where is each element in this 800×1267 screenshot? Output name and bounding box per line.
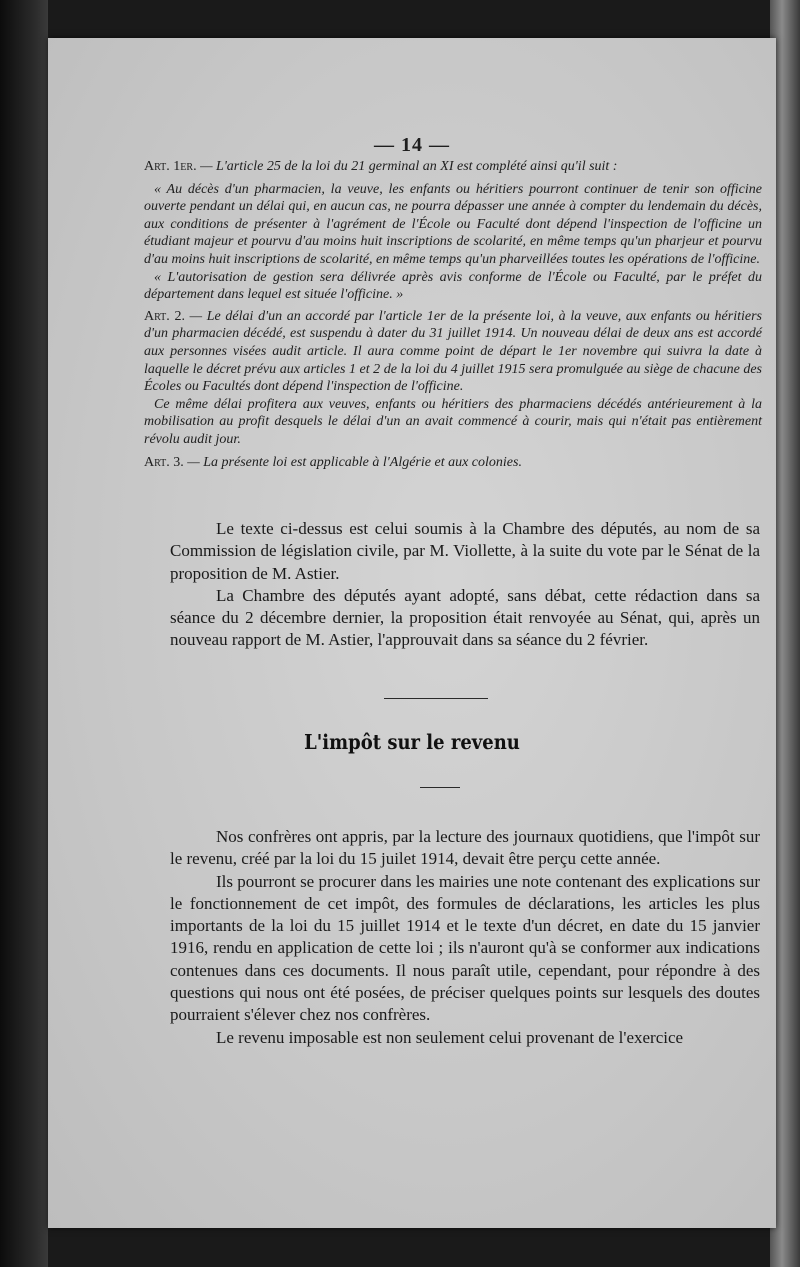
article-1-quote-2: « L'autorisation de gestion sera délivrée après avis conforme de l'École ou Faculté, par le préfet du département dans lequel est située l'officine. » (144, 269, 762, 303)
article-3-text: — La présente loi est applicable à l'Algérie et aux colonies. (183, 454, 522, 470)
article-1-quote-1: « Au décès d'un pharmacien, la veuve, les enfants ou héritiers pourront continuer de tenir son officine ouverte pendant un délai qui, en aucun cas, ne pourra dépasser une année à compter du lendemain du décès, aux conditions de présenter à l'agrément de l'École ou Faculté dont dépend l'inspection de l'officine un étudiant majeur et pourvu d'au moins huit inscriptions de scolarité, en même temps qu'un pharjeur et pourvu d'au moins huit inscriptions de scolarité, en même temps qu'un pharveillées toutes les opérations de l'officine. (144, 181, 762, 267)
tax-paragraph-2: Ils pourront se procurer dans les mairies une note contenant des explications sur le fonctionnement de cet impôt, des formules de déclarations, les articles les plus importants de la loi du 15 juillet 1914 et le texte d'un décret, en date du 15 janvier 1916, rendu en application de cette loi ; ils n'auront qu'à se conformer aux indications contenues dans ces documents. Il nous paraît utile, cependant, pour répondre à des questions qui nous ont été posées, de préciser quelques points sur lesquels des doutes pourraient s'élever chez nos confrères. (170, 871, 760, 1025)
commentary-paragraph-2: La Chambre des députés ayant adopté, sans débat, cette rédaction dans sa séance du 2 décembre dernier, la proposition était renvoyée au Sénat, qui, après un nouveau rapport de M. Astier, l'approuvait dans sa séance du 2 février. (170, 585, 760, 650)
tax-paragraph-3: Le revenu imposable est non seulement celui provenant de l'exercice (216, 1027, 684, 1047)
section-title: L'impôt sur le revenu (304, 730, 520, 755)
article-1-label: Art. 1er. (144, 159, 197, 174)
commentary-paragraph-1: Le texte ci-dessus est celui soumis à la Chambre des députés, au nom de sa Commission de législation civile, par M. Viollette, à la suite du vote par le Sénat de la proposition de M. Astier. (170, 519, 760, 583)
document-page (48, 38, 776, 1228)
commentary-block (170, 518, 760, 652)
tax-article-block (170, 826, 760, 1049)
article-1-text: — L'article 25 de la loi du 21 germinal an XI est complété ainsi qu'il suit : (196, 159, 618, 174)
scan-edge-left (0, 0, 48, 1267)
article-3 (144, 454, 762, 472)
article-2-text-2: Ce même délai profitera aux veuves, enfants ou héritiers des pharmaciens décédés antérieurement à la mobilisation au profit desquels le délai d'un an avait commencé à courir, mais qui n'était pas entièrement révolu audit jour. (144, 396, 762, 447)
separator-top (384, 698, 488, 699)
article-2-text: — Le délai d'un an accordé par l'article 1er de la présente loi, à la veuve, aux enfants ou héritiers d'un pharmacien décédé, est suspendu à dater du 31 juillet 1914. Un nouveau délai de deux ans est accordé aux personnes visées audit article. Il aura comme point de départ le 1er novembre qui suivra la date à laquelle le décret prévu aux articles 1 et 2 de la loi du 4 juillet 1915 sera promulguée au siège de chacune des Écoles ou Facultés dont dépend l'inspection de l'officine. (144, 308, 762, 395)
article-2 (144, 308, 762, 396)
law-articles (144, 158, 762, 476)
article-2-label: Art. 2. (144, 308, 185, 324)
article-1 (144, 158, 762, 176)
page-number: — 14 — (374, 134, 450, 156)
separator-bottom (420, 787, 460, 788)
article-3-label: Art. 3. (144, 454, 184, 470)
tax-paragraph-1: Nos confrères ont appris, par la lecture des journaux quotidiens, que l'impôt sur le revenu, créé par la loi du 15 juilet 1914, devait être perçu cette année. (170, 827, 760, 869)
